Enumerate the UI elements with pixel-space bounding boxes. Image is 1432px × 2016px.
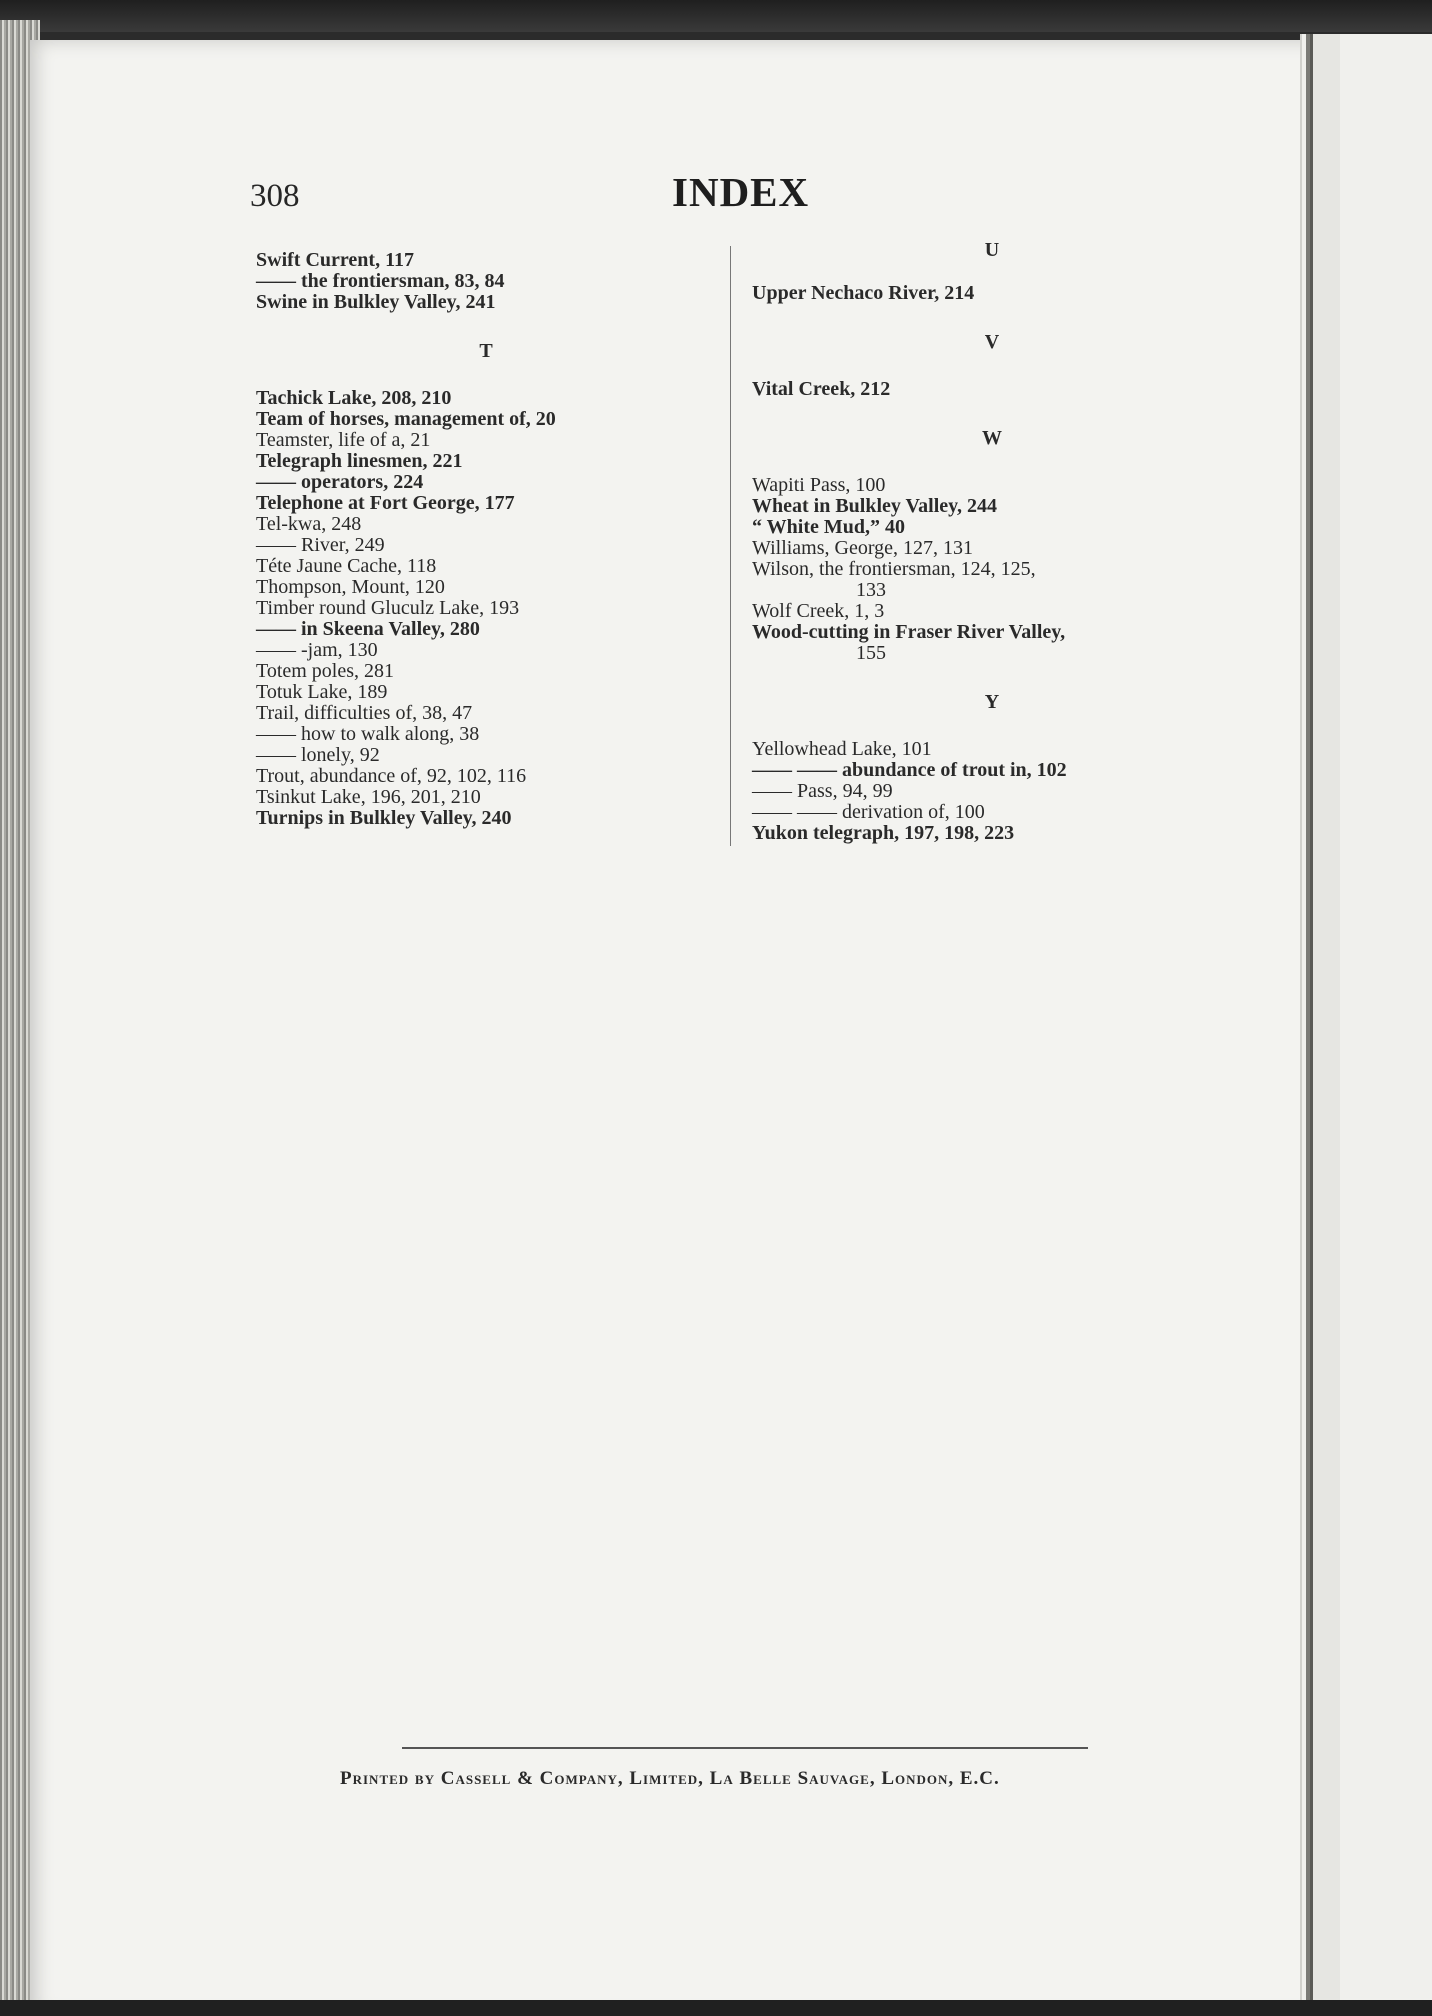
index-entry: Téte Jaune Cache, 118 <box>256 555 437 577</box>
index-entry: —— lonely, 92 <box>256 744 380 766</box>
index-entry: —— River, 249 <box>256 534 385 556</box>
printer-imprint: Printed by Cassell & Company, Limited, La Belle Sauvage, London, E.C. <box>340 1768 1000 1789</box>
index-entry: Swine in Bulkley Valley, 241 <box>256 291 496 313</box>
index-entry: Wapiti Pass, 100 <box>752 474 886 496</box>
index-entry: Thompson, Mount, 120 <box>256 576 445 598</box>
index-entry: Tachick Lake, 208, 210 <box>256 387 452 409</box>
index-entry: —— in Skeena Valley, 280 <box>256 618 480 640</box>
index-entry: —— Pass, 94, 99 <box>752 780 893 802</box>
index-entry: 133 <box>856 579 886 601</box>
index-column-right <box>752 240 1232 844</box>
section-letter: W <box>982 427 1002 449</box>
index-entry: Wolf Creek, 1, 3 <box>752 600 885 622</box>
index-entry: —— —— derivation of, 100 <box>752 801 985 823</box>
binding-gutter <box>1310 34 1313 2016</box>
index-entry: Tel-kwa, 248 <box>256 513 362 535</box>
index-entry: “ White Mud,” 40 <box>752 516 905 538</box>
index-entry: Turnips in Bulkley Valley, 240 <box>256 807 512 829</box>
index-entry: Telephone at Fort George, 177 <box>256 492 515 514</box>
index-entry: Trail, difficulties of, 38, 47 <box>256 702 473 724</box>
page-number: 308 <box>250 178 300 214</box>
section-letter: T <box>479 340 493 362</box>
index-entry: Wood-cutting in Fraser River Valley, <box>752 621 1066 643</box>
page-stack-right-edge <box>1300 34 1432 2016</box>
index-entry: Team of horses, management of, 20 <box>256 408 556 430</box>
index-entry: Yellowhead Lake, 101 <box>752 738 932 760</box>
index-entry: Totuk Lake, 189 <box>256 681 388 703</box>
index-entry: —— operators, 224 <box>256 471 424 493</box>
index-entry: Telegraph linesmen, 221 <box>256 450 463 472</box>
index-entry: Tsinkut Lake, 196, 201, 210 <box>256 786 481 808</box>
column-divider <box>730 246 731 846</box>
index-entry: Swift Current, 117 <box>256 249 414 271</box>
index-entry: Teamster, life of a, 21 <box>256 429 431 451</box>
section-letter: U <box>984 239 1000 261</box>
index-entry: 155 <box>856 642 886 664</box>
index-entry: Wilson, the frontiersman, 124, 125, <box>752 558 1036 580</box>
index-entry: —— -jam, 130 <box>256 639 378 661</box>
book-spine-top <box>0 0 1432 32</box>
section-letter: V <box>984 331 1000 353</box>
index-entry: Wheat in Bulkley Valley, 244 <box>752 495 998 517</box>
page-title: INDEX <box>672 169 810 215</box>
index-entry: Yukon telegraph, 197, 198, 223 <box>752 822 1015 844</box>
index-entry: Vital Creek, 212 <box>752 378 891 400</box>
index-entry: Timber round Gluculz Lake, 193 <box>256 597 520 619</box>
index-entry: —— the frontiersman, 83, 84 <box>256 270 505 292</box>
section-letter: Y <box>984 691 1000 713</box>
index-column-left <box>256 250 716 829</box>
index-entry: Upper Nechaco River, 214 <box>752 282 975 304</box>
index-entry: —— how to walk along, 38 <box>256 723 480 745</box>
index-entry: —— —— abundance of trout in, 102 <box>752 759 1067 781</box>
book-bottom-edge <box>0 2000 1432 2016</box>
index-entry: Totem poles, 281 <box>256 660 395 682</box>
index-entry: Trout, abundance of, 92, 102, 116 <box>256 765 527 787</box>
footer-rule <box>402 1747 1088 1749</box>
index-entry: Williams, George, 127, 131 <box>752 537 974 559</box>
